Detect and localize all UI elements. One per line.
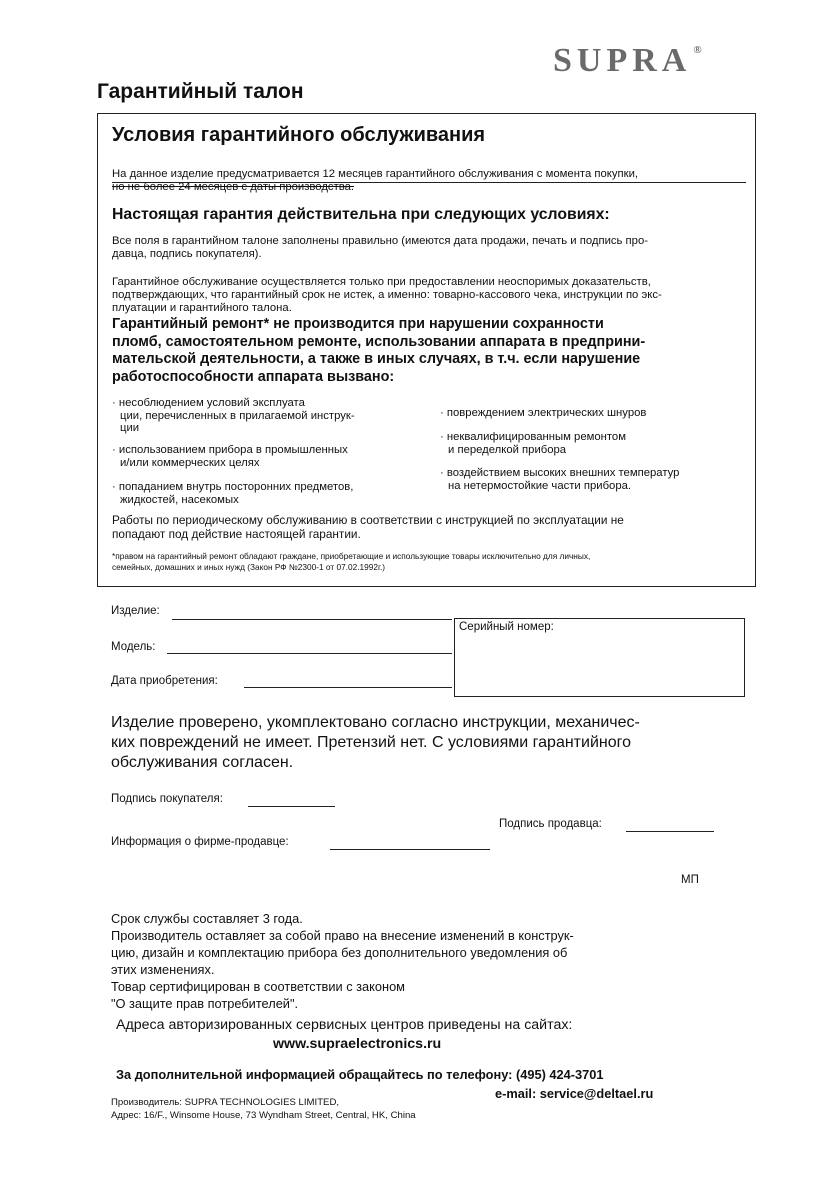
service-centers: Адреса авторизированных сервисных центров приведены на сайтах: bbox=[116, 1017, 573, 1033]
conditions-heading: Условия гарантийного обслуживания bbox=[112, 124, 486, 146]
intro-line-2: но не более 24 месяцев с даты производства. bbox=[112, 181, 355, 193]
intro-line-1: На данное изделие предусматривается 12 месяцев гарантийного обслуживания с момента покупки, bbox=[112, 168, 639, 180]
para2-line-1: Гарантийное обслуживание осуществляется только при предоставлении неоспоримых доказательств, bbox=[112, 276, 651, 288]
buyer-signature-label: Подпись покупателя: bbox=[111, 793, 223, 805]
left-item-2: · использованием прибора в промышленных и/или коммерческих целях bbox=[112, 444, 348, 469]
right-item-2: · неквалифицированным ремонтом и переделкой прибора bbox=[440, 431, 626, 456]
date-field[interactable] bbox=[244, 687, 452, 688]
phone-info: За дополнительной информацией обращайтесь по телефону: (495) 424-3701 bbox=[116, 1067, 604, 1082]
valid-heading: Настоящая гарантия действительна при следующих условиях: bbox=[112, 206, 610, 223]
serial-label: Серийный номер: bbox=[459, 621, 554, 633]
service-life: Срок службы составляет 3 года. Производитель оставляет за собой право на внесение изменений в конструк- цию, дизайн и комплектацию прибора без дополнительного уведомления об этих изменениях. Товар сертифицирован в соответствии с законом "О защите прав потребителей". bbox=[111, 911, 574, 1011]
strike-rule bbox=[112, 182, 746, 183]
para1-line-2: давца, подпись покупателя). bbox=[112, 248, 262, 260]
right-item-3: · воздействием высоких внешних температур на нетермостойкие части прибора. bbox=[440, 467, 680, 492]
right-item-1: · повреждением электрических шнуров bbox=[440, 407, 647, 419]
para2-line-2: подтверждающих, что гарантийный срок не истек, а именно: товарно-кассового чека, инструкции по экс- bbox=[112, 289, 662, 301]
statement: Изделие проверено, укомплектовано согласно инструкции, механичес- ких повреждений не имеет. Претензий нет. С условиями гарантийного обслуживания согласен. bbox=[111, 714, 640, 771]
product-label: Изделие: bbox=[111, 605, 160, 617]
product-field[interactable] bbox=[172, 619, 452, 620]
seller-signature-label: Подпись продавца: bbox=[499, 818, 602, 830]
firm-info-field[interactable] bbox=[330, 849, 490, 850]
stamp-place: МП bbox=[681, 874, 699, 886]
manufacturer-info: Производитель: SUPRA TECHNOLOGIES LIMITED, Адрес: 16/F., Winsome House, 73 Wyndham Street, Central, HK, China bbox=[111, 1097, 416, 1121]
para2-line-3: плуатации и гарантийного талона. bbox=[112, 302, 292, 314]
model-field[interactable] bbox=[167, 653, 452, 654]
left-item-3: · попаданием внутрь посторонних предметов, жидкостей, насекомых bbox=[112, 481, 354, 506]
left-item-1: · несоблюдением условий эксплуата ции, перечисленных в прилагаемой инструк- ции bbox=[112, 397, 355, 434]
email-link[interactable]: e-mail: service@deltael.ru bbox=[495, 1086, 654, 1101]
para1-line-1: Все поля в гарантийном талоне заполнены правильно (имеются дата продажи, печать и подпись про- bbox=[112, 235, 649, 247]
date-label: Дата приобретения: bbox=[111, 675, 218, 687]
page-title: Гарантийный талон bbox=[97, 80, 304, 103]
periodic-note: Работы по периодическому обслуживанию в соответствии с инструкцией по эксплуатации не попадают под действие настоящей гарантии. bbox=[112, 513, 624, 541]
website-link[interactable]: www.supraelectronics.ru bbox=[273, 1036, 442, 1052]
footnote: *правом на гарантийный ремонт обладают граждане, приобретающие и использующие товары исключительно для личных, семейных, домашних и иных нужд (Закон РФ №2300-1 от 07.02.1992г.) bbox=[112, 551, 591, 572]
model-label: Модель: bbox=[111, 641, 156, 653]
firm-info-label: Информация о фирме-продавце: bbox=[111, 836, 289, 848]
repair-block: Гарантийный ремонт* не производится при нарушении сохранности пломб, самостоятельном ремонте, использовании аппарата в предприни- мательской деятельности, а также в иных случаях, в т.ч. если нарушение работоспособности аппарата вызвано: bbox=[112, 316, 646, 385]
buyer-signature-field[interactable] bbox=[248, 806, 335, 807]
seller-signature-field[interactable] bbox=[626, 831, 714, 832]
brand-logo: SUPRA ® bbox=[553, 42, 702, 79]
